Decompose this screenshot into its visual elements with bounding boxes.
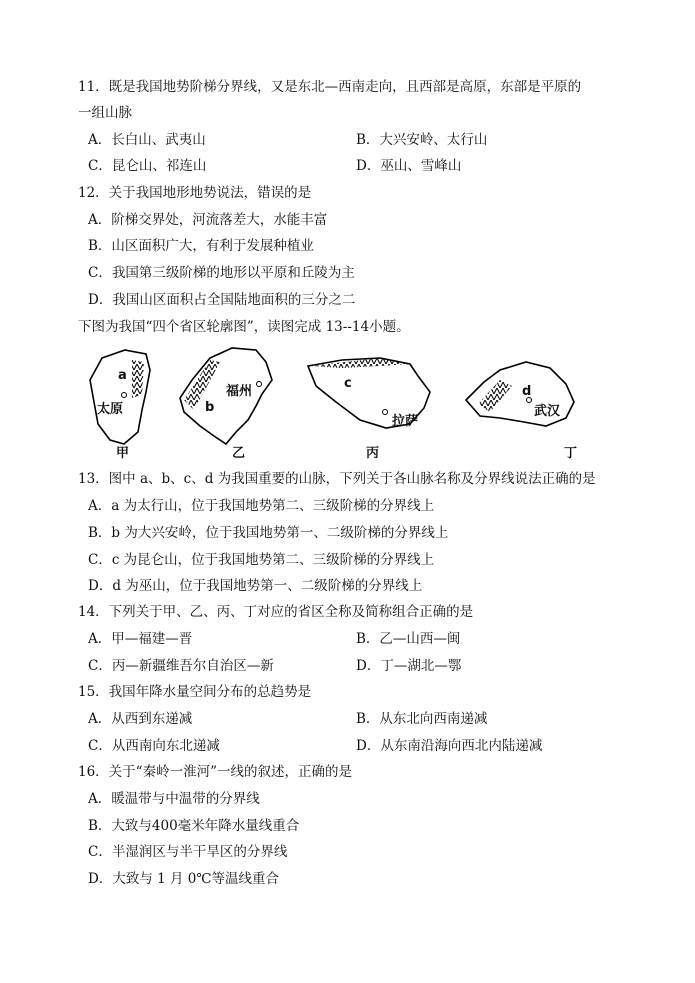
map-yi-letter: b: [205, 400, 215, 415]
q12-option-a: A．阶梯交界处，河流落差大，水能丰富: [88, 212, 328, 228]
q12-stem: 12．关于我国地形地势说法，错误的是: [78, 185, 312, 201]
q15-option-b: B．从东北向西南递减: [356, 711, 488, 727]
q14-option-c: C．丙—新疆维吾尔自治区—新: [88, 658, 274, 674]
q11-option-b: B．大兴安岭、太行山: [356, 132, 488, 148]
q12-option-d: D．我国山区面积占全国陆地面积的三分之二: [88, 292, 356, 308]
q15-option-c: C．从西南向东北递减: [88, 738, 220, 754]
map-jia-city: 太原: [97, 402, 124, 417]
map-bing-letter: c: [344, 376, 352, 391]
q16-option-b: B．大致与400毫米年降水量线重合: [88, 818, 300, 834]
q16-option-c: C．半湿润区与半干旱区的分界线: [88, 844, 288, 860]
province-outline-figure: [80, 340, 640, 460]
q13-option-b: B．b 为大兴安岭，位于我国地势第一、二级阶梯的分界线上: [88, 525, 449, 541]
q15-option-a: A．从西到东递减: [88, 711, 193, 727]
q14-option-d: D．丁—湖北—鄂: [356, 658, 462, 674]
map-jia: [90, 350, 150, 444]
q11-option-d: D．巫山、雪峰山: [356, 158, 462, 174]
q15-option-d: D．从东南沿海向西北内陆递减: [356, 738, 543, 754]
map-ding-caption: 丁: [564, 446, 578, 461]
map-yi-caption: 乙: [232, 446, 246, 461]
q13-option-a: A．a 为太行山，位于我国地势第二、三级阶梯的分界线上: [88, 498, 435, 514]
map-bing-city: 拉萨: [392, 414, 419, 429]
q11-stem-line2: 一组山脉: [78, 105, 132, 121]
q13-stem: 13．图中 a、b、c、d 为我国重要的山脉，下列关于各山脉名称及分界线说法正确的是: [78, 471, 596, 487]
q16-option-d: D．大致与 1 月 0℃等温线重合: [88, 871, 279, 887]
q14-option-a: A．甲—福建—晋: [88, 631, 193, 647]
q16-option-a: A．暖温带与中温带的分界线: [88, 791, 260, 807]
q14-stem: 14．下列关于甲、乙、丙、丁对应的省区全称及简称组合正确的是: [78, 604, 474, 620]
q12-option-b: B．山区面积广大，有利于发展种植业: [88, 238, 314, 254]
q12-option-c: C．我国第三级阶梯的地形以平原和丘陵为主: [88, 265, 355, 281]
q11-stem-line1: 11．既是我国地势阶梯分界线，又是东北—西南走向，且西部是高原，东部是平原的: [78, 79, 582, 95]
q11-option-a: A．长白山、武夷山: [88, 132, 206, 148]
map-yi-city: 福州: [226, 384, 253, 399]
q15-stem: 15．我国年降水量空间分布的总趋势是: [78, 684, 312, 700]
map-jia-letter: a: [118, 368, 127, 383]
map-ding-city: 武汉: [534, 404, 561, 419]
q13-option-c: C．c 为昆仑山，位于我国地势第二、三级阶梯的分界线上: [88, 552, 435, 568]
map-ding-letter: d: [522, 384, 532, 399]
figure-intro: 下图为我国“四个省区轮廓图”，读图完成 13--14小题。: [78, 319, 410, 335]
q13-option-d: D．d 为巫山，位于我国地势第一、二级阶梯的分界线上: [88, 578, 423, 594]
map-bing-caption: 丙: [366, 446, 380, 461]
q16-stem: 16．关于“秦岭一淮河”一线的叙述，正确的是: [78, 764, 352, 780]
q14-option-b: B．乙—山西—闽: [356, 631, 461, 647]
q11-option-c: C．昆仑山、祁连山: [88, 158, 207, 174]
map-jia-caption: 甲: [116, 446, 130, 461]
